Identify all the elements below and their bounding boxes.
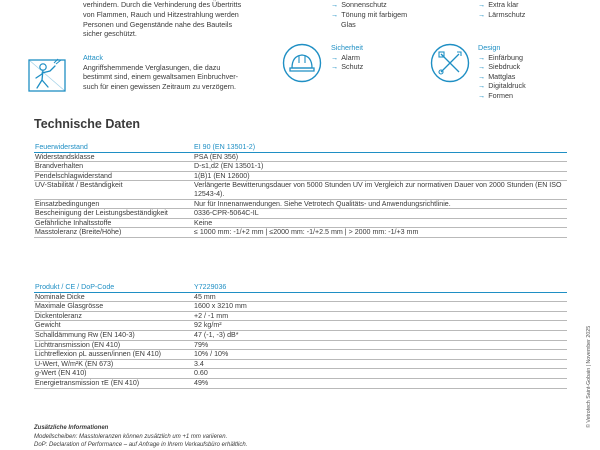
table-row: UV-Stabilität / Beständigkeit Verlängerte Bewitterungsdauer von 5000 Stunden UV im Vergleich zur normativen Dauer von 2000 Stunden (EN ISO 12543-4). xyxy=(34,181,567,199)
feature-title: Design xyxy=(478,43,501,52)
fire-description xyxy=(83,0,278,39)
list-item: → Tönung mit farbigem xyxy=(331,9,408,19)
table-row: Lichttransmission (EN 410) 79% xyxy=(34,340,567,350)
table-row: Nominale Dicke 45 mm xyxy=(34,292,567,302)
arrow-right-icon: → xyxy=(478,71,486,81)
table-row: Masstoleranz (Breite/Höhe) ≤ 1000 mm: -1/+2 mm | ≤2000 mm: -1/+2.5 mm | > 2000 mm: -1/+3 mm xyxy=(34,228,567,238)
table-row: U-Wert, W/m²K (EN 673) 3.4 xyxy=(34,359,567,369)
table-row: Brandverhalten D-s1,d2 (EN 13501-1) xyxy=(34,162,567,172)
feature-title: Attack xyxy=(83,53,103,62)
safety-helmet-icon xyxy=(282,43,322,83)
attack-feature xyxy=(83,53,283,91)
arrow-right-icon: → xyxy=(478,62,486,72)
table-row: Pendelschlagwiderstand 1(B)1 (EN 12600) xyxy=(34,171,567,181)
list-item: → Formen xyxy=(478,90,513,100)
text-line: Personen und Gegenstände nahe des Bauteils xyxy=(83,19,233,29)
fire-resistance-table xyxy=(34,143,567,238)
design-feature xyxy=(478,43,526,101)
copyright-note: © Vetrotech Saint-Gobain | November 2025 xyxy=(586,325,592,428)
footnote-line: DoP: Declaration of Performance – auf Anfrage in Ihrem Verkaufsbüro erhältlich. xyxy=(34,442,248,449)
table-row: g-Wert (EN 410) 0.60 xyxy=(34,369,567,379)
table-row: Energietransmission τE (EN 410) 49% xyxy=(34,378,567,388)
text-line: sicher geschützt. xyxy=(83,29,137,39)
arrow-right-icon: → xyxy=(478,52,486,62)
feature-title: Sicherheit xyxy=(331,43,363,52)
arrow-right-icon: → xyxy=(331,62,339,72)
arrow-right-icon: → xyxy=(331,9,339,19)
table-row: Bescheinigung der Leistungsbeständigkeit 0336-CPR-5064C-IL xyxy=(34,209,567,219)
text-line: von Flammen, Rauch und Hitzestrahlung werden xyxy=(83,9,239,19)
arrow-right-icon: → xyxy=(331,0,339,9)
list-item: → Extra klar xyxy=(478,0,519,9)
safety-feature xyxy=(331,43,363,72)
table-row: Widerstandsklasse PSA (EN 356) xyxy=(34,152,567,162)
list-item: → Einfärbung xyxy=(478,52,523,62)
footnote-heading: Zusätzliche Informationen xyxy=(34,425,109,431)
table-row: Lichtreflexion ρL aussen/innen (EN 410) 10% / 10% xyxy=(34,350,567,360)
product-data-table xyxy=(34,283,567,389)
footnote-line: Modellscheiben: Masstoleranzen können zusätzlich um +1 mm variieren. xyxy=(34,433,228,440)
table-row: Dickentoleranz +2 / -1 mm xyxy=(34,311,567,321)
table-row: Einsatzbedingungen Nur für Innenanwendungen. Siehe Vetrotech Qualitäts- und Anwendungsrichtlinie. xyxy=(34,199,567,209)
arrow-right-icon: → xyxy=(331,52,339,62)
arrow-right-icon: → xyxy=(478,81,486,91)
noise-list xyxy=(478,0,525,20)
text-line: bestimmt sind, einem gewaltsamen Einbruchver- xyxy=(83,72,238,82)
table-row: Schalldämmung Rw (EN 140-3) 47 (-1, -3) dB* xyxy=(34,330,567,340)
additional-info xyxy=(34,424,247,450)
section-title: Technische Daten xyxy=(34,117,141,131)
list-item: → Sonnenschutz xyxy=(331,0,387,9)
list-item: → Lärmschutz xyxy=(478,9,526,19)
design-tools-icon xyxy=(430,43,470,83)
list-item: → Mattglas xyxy=(478,71,516,81)
table-row: Gewicht 92 kg/m² xyxy=(34,321,567,331)
list-item: → Digitaldruck xyxy=(478,81,526,91)
arrow-right-icon: → xyxy=(478,0,486,9)
text-line: such für einen gewissen Zeitraum zu verzögern. xyxy=(83,81,237,91)
table-header: Produkt / CE / DoP-Code Y7229036 xyxy=(34,283,567,292)
arrow-right-icon: → xyxy=(478,9,486,19)
sun-protection-list xyxy=(331,0,407,29)
list-item: Glas xyxy=(341,19,356,29)
text-line: verhindern. Durch die Verhinderung des Übertritts xyxy=(83,0,242,9)
table-row: Gefährliche Inhaltsstoffe Keine xyxy=(34,218,567,228)
list-item: → Schutz xyxy=(331,62,364,72)
table-header: Feuerwiderstand EI 90 (EN 13501-2) xyxy=(34,143,567,152)
text-line: Angriffshemmende Verglasungen, die dazu xyxy=(83,62,221,72)
list-item: → Siebdruck xyxy=(478,62,521,72)
table-row: Maximale Glasgrösse 1600 x 3210 mm xyxy=(34,302,567,312)
arrow-right-icon: → xyxy=(478,90,486,100)
list-item: → Alarm xyxy=(331,52,360,62)
burglar-attack-icon xyxy=(28,54,66,92)
